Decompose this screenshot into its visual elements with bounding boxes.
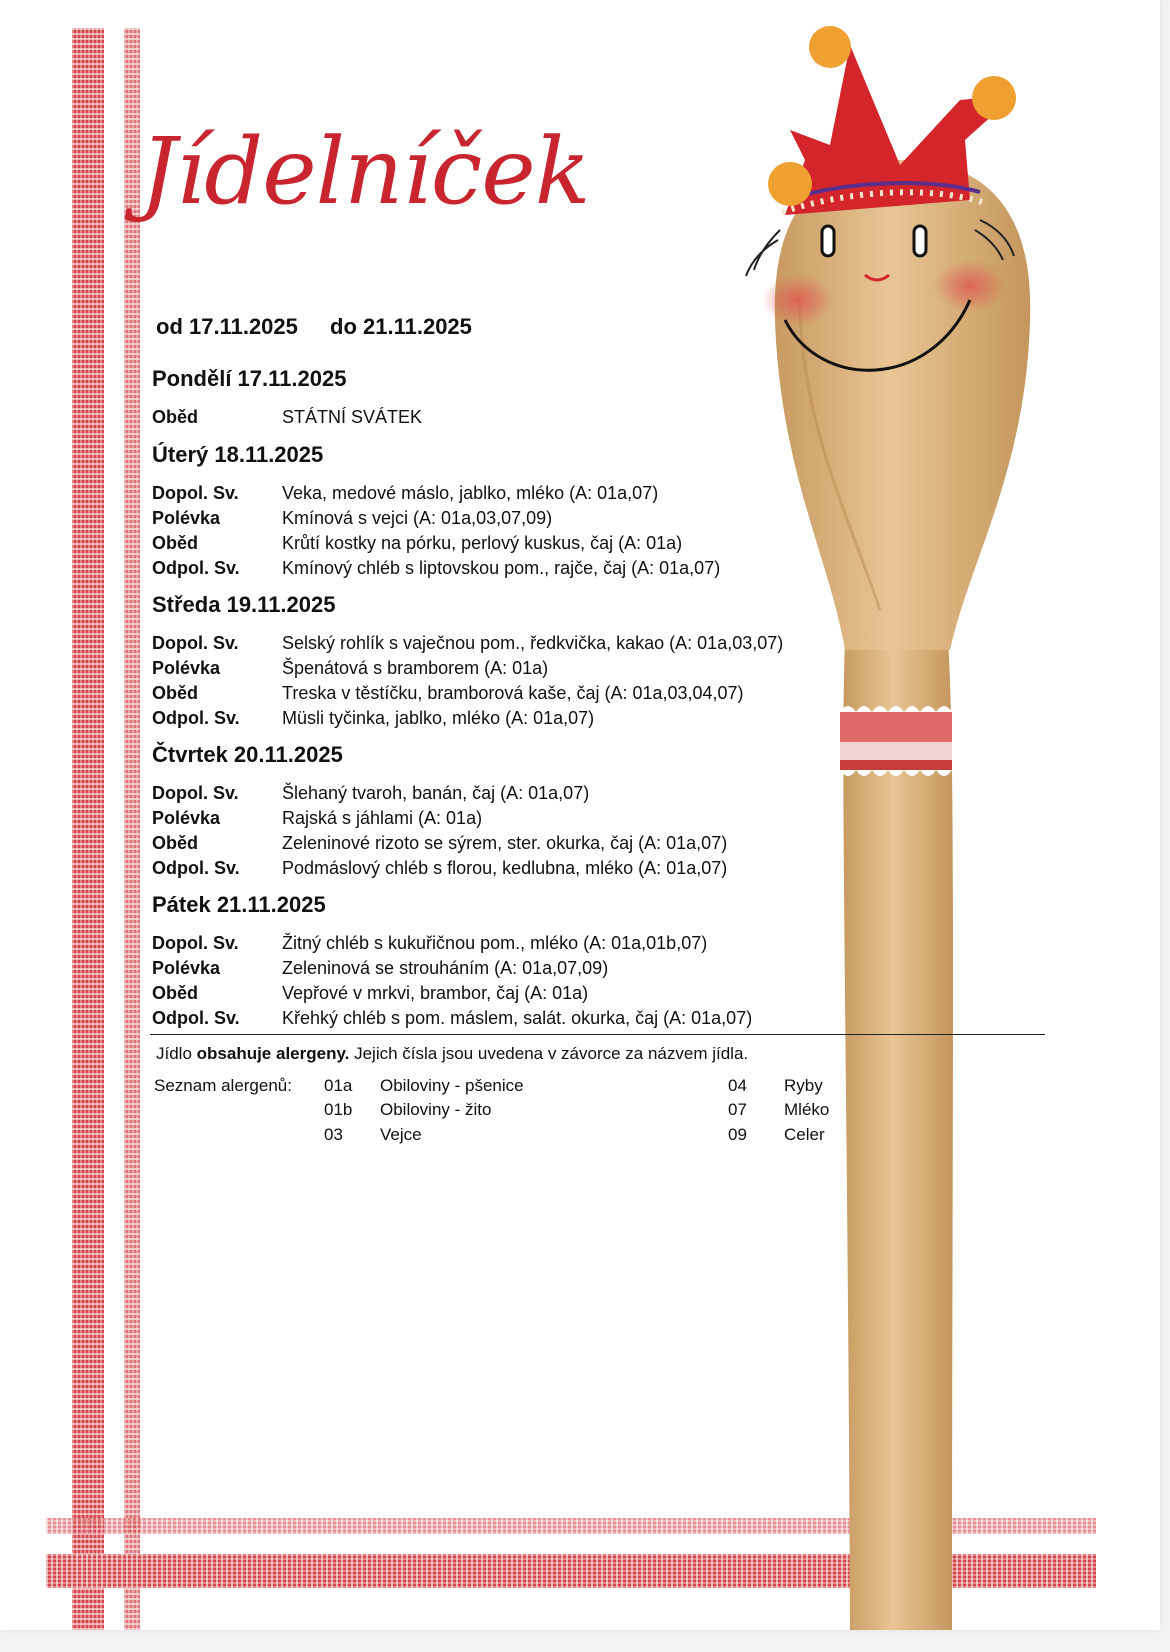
allergen-name: Obiloviny - žito [380, 1100, 492, 1119]
meal-text: Selský rohlík s vaječnou pom., ředkvička, kakao (A: 01a,03,07) [282, 633, 784, 653]
day-heading: Pátek 21.11.2025 [152, 892, 326, 917]
meal-row [152, 783, 589, 804]
note-text: Jejich čísla jsou uvedena v závorce za názvem jídla. [349, 1044, 749, 1063]
allergen-name: Vejce [380, 1125, 422, 1144]
period-from: od 17.11.2025 [156, 314, 298, 339]
meal-row [152, 658, 548, 679]
meal-row [152, 983, 588, 1004]
meal-text: Podmáslový chléb s florou, kedlubna, mléko (A: 01a,07) [282, 858, 728, 878]
meal-text: Šlehaný tvaroh, banán, čaj (A: 01a,07) [282, 783, 590, 803]
meal-label: Oběd [152, 533, 199, 553]
menu-period [156, 314, 472, 340]
meal-row [152, 483, 658, 504]
meal-row [152, 683, 744, 704]
meal-text: Veka, medové máslo, jablko, mléko (A: 01a,07) [282, 483, 659, 503]
meal-label: Polévka [152, 958, 221, 978]
meal-row [152, 533, 682, 554]
meal-text: Treska v těstíčku, bramborová kaše, čaj (A: 01a,03,04,07) [282, 683, 744, 703]
meal-row [152, 933, 707, 954]
meal-label: Oběd [152, 983, 199, 1003]
meal-row [152, 558, 720, 579]
meal-text: Špenátová s bramborem (A: 01a) [282, 658, 549, 678]
allergen-code: 01b [324, 1100, 353, 1119]
note-text: Jídlo [156, 1044, 197, 1063]
meal-label: Oběd [152, 833, 199, 853]
meal-text: Vepřové v mrkvi, brambor, čaj (A: 01a) [282, 983, 589, 1003]
meal-label: Dopol. Sv. [152, 933, 239, 953]
meal-label: Odpol. Sv. [152, 1008, 240, 1028]
meal-label: Polévka [152, 508, 221, 528]
meal-label: Polévka [152, 808, 221, 828]
allergen-code: 07 [728, 1100, 747, 1119]
meal-text: Křehký chléb s pom. máslem, salát. okurka, čaj (A: 01a,07) [282, 1008, 753, 1028]
allergen-list-label: Seznam alergenů: [154, 1076, 292, 1095]
meal-row [152, 633, 783, 654]
allergen-name: Mléko [784, 1100, 830, 1119]
meal-row [152, 407, 422, 428]
note-bold: obsahuje alergeny. [196, 1044, 350, 1063]
allergen-note [156, 1044, 748, 1064]
meal-label: Dopol. Sv. [152, 783, 239, 803]
meal-text: Krůtí kostky na pórku, perlový kuskus, čaj (A: 01a) [282, 533, 683, 553]
meal-text: Rajská s jáhlami (A: 01a) [282, 808, 483, 828]
meal-row [152, 958, 608, 979]
meal-label: Odpol. Sv. [152, 708, 240, 728]
allergen-code: 09 [728, 1125, 747, 1144]
allergen-code: 01a [324, 1076, 353, 1095]
allergen-name: Celer [784, 1125, 825, 1144]
meal-text: Zeleninová se strouháním (A: 01a,07,09) [282, 958, 609, 978]
meal-text: Zeleninové rizoto se sýrem, ster. okurka, čaj (A: 01a,07) [282, 833, 728, 853]
meal-row [152, 1008, 752, 1029]
meal-row [152, 508, 552, 529]
meal-text: Kmínová s vejci (A: 01a,03,07,09) [282, 508, 553, 528]
meal-row [152, 808, 482, 829]
meal-row [152, 708, 594, 729]
page-title: Jídelníček [140, 118, 590, 225]
left-stripe-inner [124, 28, 140, 1630]
period-to: do 21.11.2025 [330, 314, 472, 339]
allergen-code: 04 [728, 1076, 747, 1095]
meal-label: Dopol. Sv. [152, 633, 239, 653]
meal-text: STÁTNÍ SVÁTEK [282, 407, 423, 427]
day-heading: Středa 19.11.2025 [152, 592, 336, 617]
allergen-name: Obiloviny - pšenice [380, 1076, 524, 1095]
day-heading: Úterý 18.11.2025 [152, 442, 324, 467]
meal-label: Oběd [152, 683, 199, 703]
divider [150, 1034, 1045, 1035]
spoon-jester-illustration [730, 0, 1070, 1630]
allergen-code: 03 [324, 1125, 343, 1144]
day-heading: Čtvrtek 20.11.2025 [152, 742, 343, 767]
allergen-name: Ryby [784, 1076, 823, 1095]
day-heading: Pondělí 17.11.2025 [152, 366, 347, 391]
meal-label: Polévka [152, 658, 221, 678]
meal-text: Žitný chléb s kukuřičnou pom., mléko (A: 01a,01b,07) [282, 933, 708, 953]
meal-row [152, 858, 727, 879]
meal-text: Kmínový chléb s liptovskou pom., rajče, čaj (A: 01a,07) [282, 558, 721, 578]
meal-row [152, 833, 727, 854]
meal-label: Odpol. Sv. [152, 558, 240, 578]
meal-label: Oběd [152, 407, 199, 427]
meal-text: Müsli tyčinka, jablko, mléko (A: 01a,07) [282, 708, 595, 728]
left-stripe-outer [72, 28, 104, 1630]
meal-label: Dopol. Sv. [152, 483, 239, 503]
meal-label: Odpol. Sv. [152, 858, 240, 878]
